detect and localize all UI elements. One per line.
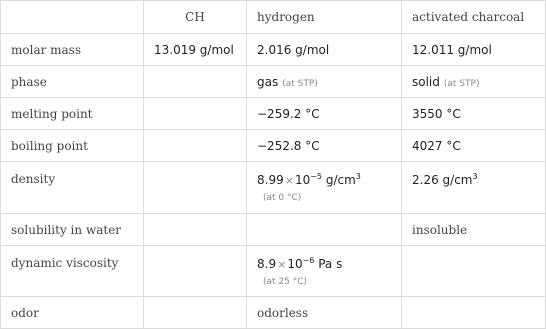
cell-hydrogen-viscosity <box>247 246 402 297</box>
row-label-boiling-point: boiling point <box>1 130 144 162</box>
charcoal-density-value: 2.26 g/cm <box>412 173 473 187</box>
cell-hydrogen-boiling-point: −252.8 °C <box>247 130 402 162</box>
cell-charcoal-odor <box>402 297 546 329</box>
cell-hydrogen-density <box>247 162 402 214</box>
row-molar-mass <box>1 34 546 66</box>
hydrogen-viscosity-times: × <box>277 258 287 271</box>
hydrogen-viscosity-unit: Pa s <box>318 257 343 271</box>
row-label-molar-mass: molar mass <box>1 34 144 66</box>
hydrogen-viscosity-exponent: −6 <box>302 256 315 265</box>
cell-charcoal-density <box>402 162 546 214</box>
hydrogen-phase-note: (at STP) <box>282 78 318 89</box>
row-solubility <box>1 214 546 246</box>
hydrogen-density-unit-exponent: 3 <box>355 172 361 181</box>
hydrogen-viscosity-mantissa: 8.9 <box>257 257 277 271</box>
column-header-hydrogen: hydrogen <box>247 1 402 34</box>
hydrogen-density-mantissa: 8.99 <box>257 173 284 187</box>
hydrogen-density-exponent: −5 <box>310 172 323 181</box>
hydrogen-density-note: (at 0 °C) <box>263 193 302 203</box>
cell-ch-density <box>144 162 247 214</box>
hydrogen-density-times: × <box>284 174 294 187</box>
cell-charcoal-phase <box>402 66 546 98</box>
row-phase <box>1 66 546 98</box>
cell-charcoal-viscosity <box>402 246 546 297</box>
cell-charcoal-boiling-point: 4027 °C <box>402 130 546 162</box>
row-dynamic-viscosity <box>1 246 546 297</box>
cell-hydrogen-solubility <box>247 214 402 246</box>
cell-hydrogen-molar-mass: 2.016 g/mol <box>247 34 402 66</box>
cell-ch-melting-point <box>144 98 247 130</box>
cell-hydrogen-phase <box>247 66 402 98</box>
hydrogen-density-unit: g/cm <box>325 173 356 187</box>
cell-hydrogen-melting-point: −259.2 °C <box>247 98 402 130</box>
column-header-ch: CH <box>144 1 247 34</box>
cell-ch-odor <box>144 297 247 329</box>
header-row <box>1 1 546 34</box>
hydrogen-density-base: 10 <box>294 173 311 187</box>
cell-ch-molar-mass: 13.019 g/mol <box>144 34 247 66</box>
cell-ch-boiling-point <box>144 130 247 162</box>
row-melting-point <box>1 98 546 130</box>
cell-ch-solubility <box>144 214 247 246</box>
cell-ch-phase <box>144 66 247 98</box>
row-label-solubility: solubility in water <box>1 214 144 246</box>
charcoal-density-unit-exponent: 3 <box>472 172 478 181</box>
cell-ch-viscosity <box>144 246 247 297</box>
row-label-phase: phase <box>1 66 144 98</box>
hydrogen-viscosity-note: (at 25 °C) <box>263 277 308 287</box>
row-boiling-point <box>1 130 546 162</box>
row-label-odor: odor <box>1 297 144 329</box>
row-label-density: density <box>1 162 144 214</box>
cell-charcoal-molar-mass: 12.011 g/mol <box>402 34 546 66</box>
row-label-dynamic-viscosity: dynamic viscosity <box>1 246 144 297</box>
header-empty-cell <box>1 1 144 34</box>
charcoal-phase-value: solid <box>412 74 440 89</box>
cell-charcoal-melting-point: 3550 °C <box>402 98 546 130</box>
cell-hydrogen-odor: odorless <box>247 297 402 329</box>
hydrogen-phase-value: gas <box>257 74 279 89</box>
cell-charcoal-solubility: insoluble <box>402 214 546 246</box>
hydrogen-viscosity-base: 10 <box>287 257 303 271</box>
row-odor <box>1 297 546 329</box>
charcoal-phase-note: (at STP) <box>443 78 480 89</box>
column-header-activated-charcoal: activated charcoal <box>402 1 546 34</box>
row-density <box>1 162 546 214</box>
row-label-melting-point: melting point <box>1 98 144 130</box>
